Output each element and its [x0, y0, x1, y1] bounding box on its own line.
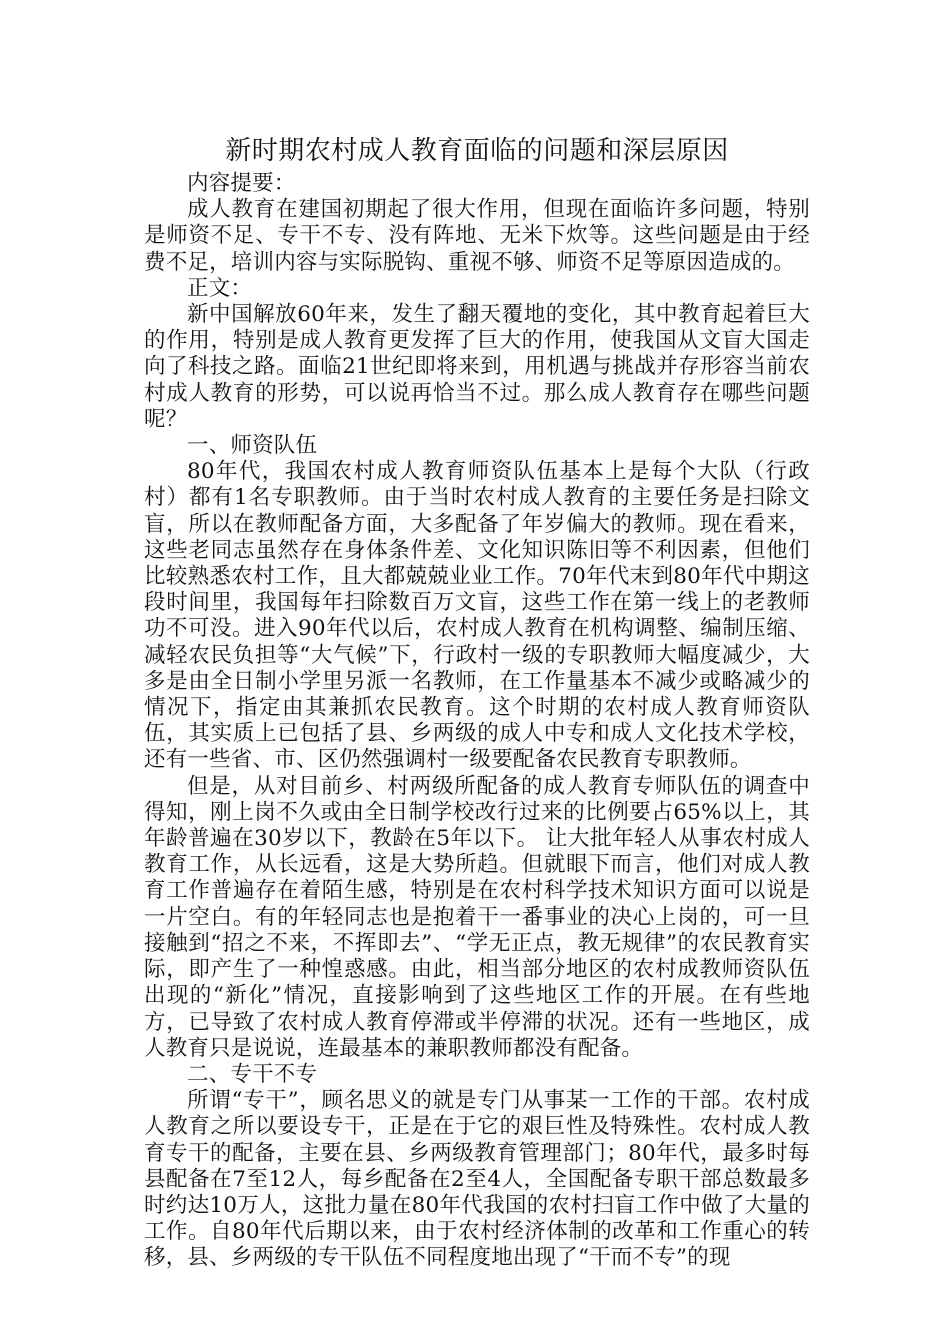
abstract-label: 内容提要： [187, 171, 296, 196]
intro-paragraph: 新中国解放60年来，发生了翻天覆地的变化，其中教育起着巨大的作用，特别是成人教育更发挥了巨大的作用，使我国从文盲大国走向了科技之路。面临21世纪即将来到，用机遇与挑战并存形容当前农村成人教育的形势，可以说再恰当不过。那么成人教育存在哪些问题呢？ [144, 302, 810, 432]
body-label: 正文： [187, 275, 253, 301]
section2-paragraph-1: 所谓“专干”，顾名思义的就是专门从事某一工作的干部。农村成人教育之所以要设专干，正是在于它的艰巨性及特殊性。农村成人教育专干的配备，主要在县、乡两级教育管理部门；80年代，最多时每县配备在7至12人，每乡配备在2至4人，全国配备专职干部总数最多时约达10万人，这批力量在80年代我国的农村扫盲工作中做了大量的工作。自80年代后期以来，由于农村经济体制的改革和工作重心的转移，县、乡两级的专干队伍不同程度地出现了“干而不专”的现 [144, 1088, 810, 1271]
section1-paragraph-1: 80年代，我国农村成人教育师资队伍基本上是每个大队（行政村）都有1名专职教师。由于当时农村成人教育的主要任务是扫除文盲，所以在教师配备方面，大多配备了年岁偏大的教师。现在看来，这些老同志虽然存在身体条件差、文化知识陈旧等不利因素，但他们比较熟悉农村工作，且大都兢兢业业工作。70年代末到80年代中期这段时间里，我国每年扫除数百万文盲，这些工作在第一线上的老教师功不可没。进入90年代以后，农村成人教育在机构调整、编制压缩、减轻农民负担等“大气候”下，行政村一级的专职教师大幅度减少，大多是由全日制小学里另派一名教师，在工作量基本不减少或略减少的情况下，指定由其兼抓农民教育。这个时期的农村成人教育师资队伍，其实质上已包括了县、乡两级的成人中专和成人文化技术学校，还有一些省、市、区仍然强调村一级要配备农民教育专职教师。 [144, 459, 810, 773]
abstract-paragraph: 成人教育在建国初期起了很大作用，但现在面临许多问题，特别是师资不足、专干不专、没有阵地、无米下炊等。这些问题是由于经费不足，培训内容与实际脱钩、重视不够、师资不足等原因造成的。 [144, 197, 810, 275]
section1-heading: 一、师资队伍 [187, 433, 318, 459]
section2-heading: 二、专干不专 [187, 1061, 318, 1087]
document-page [144, 133, 810, 1272]
section1-paragraph-2: 但是，从对目前乡、村两级所配备的成人教育专师队伍的调查中得知，刚上岗不久或由全日制学校改行过来的比例要占65%以上，其年龄普遍在30岁以下，教龄在5年以下。 让大批年轻人从事农村成人教育工作，从长远看，这是大势所趋。但就眼下而言，他们对成人教育工作普遍存在着陌生感，特别是在农村科学技术知识方面可以说是一片空白。有的年轻同志也是抱着干一番事业的决心上岗的，可一旦接触到“招之不来，不挥即去”、“学无正点，教无规律”的农民教育实际，即产生了一种惶惑感。由此，相当部分地区的农村成教师资队伍出现的“新化”情况，直接影响到了这些地区工作的开展。在有些地方，已导致了农村成人教育停滞或半停滞的状况。还有一些地区，成人教育只是说说，连最基本的兼职教师都没有配备。 [144, 773, 810, 1061]
document-title: 新时期农村成人教育面临的问题和深层原因 [225, 136, 729, 166]
